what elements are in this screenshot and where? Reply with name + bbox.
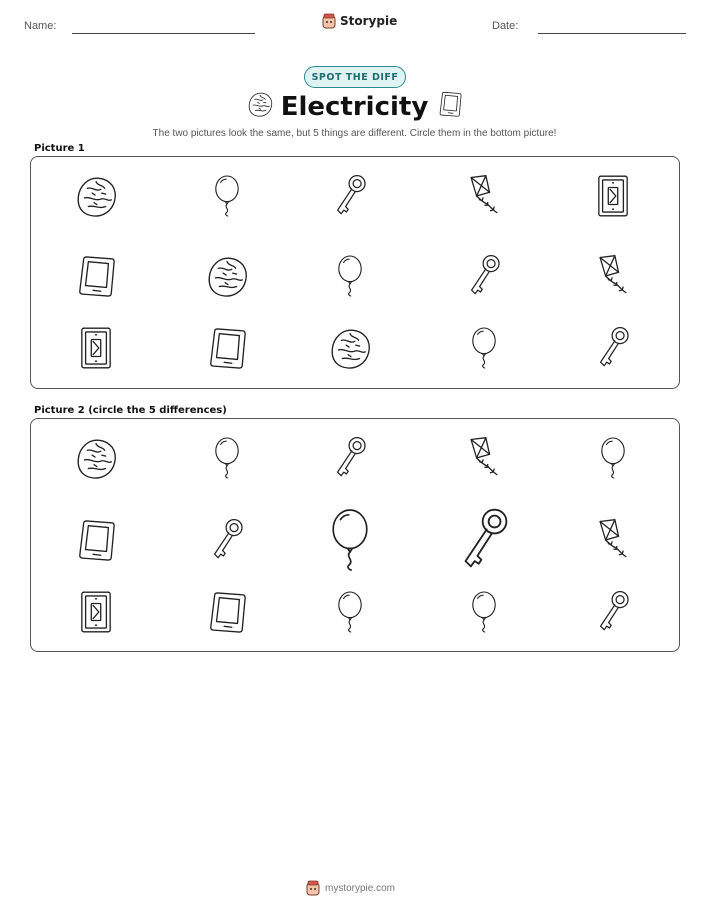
picture-2-label: Picture 2 (circle the 5 differences) — [34, 405, 227, 416]
tablet-icon — [75, 253, 117, 299]
kite-drawing — [463, 434, 505, 482]
rock-icon[interactable] — [73, 435, 119, 481]
tablet-drawing — [75, 517, 117, 563]
kite-icon[interactable] — [592, 516, 634, 564]
tablet-drawing — [75, 253, 117, 299]
tablet-icon — [436, 90, 464, 118]
picture-1-label: Picture 1 — [34, 143, 85, 154]
key-icon[interactable] — [330, 435, 370, 481]
kite-drawing — [592, 516, 634, 564]
brand-name: Storypie — [340, 14, 398, 28]
balloon-drawing — [468, 327, 500, 369]
balloon-drawing — [597, 437, 629, 479]
tablet-icon[interactable] — [206, 589, 248, 635]
light-switch-icon — [596, 173, 630, 219]
balloon-icon[interactable] — [211, 437, 243, 479]
key-icon[interactable] — [455, 503, 513, 577]
brand-logo — [322, 13, 397, 29]
kite-icon[interactable] — [463, 434, 505, 482]
storypie-mascot-icon — [306, 880, 320, 896]
balloon-icon[interactable] — [597, 437, 629, 479]
key-icon — [330, 173, 370, 219]
footer — [306, 880, 395, 896]
balloon-icon — [211, 175, 243, 217]
key-drawing — [330, 173, 370, 219]
light-switch-icon — [79, 325, 113, 371]
rock-drawing — [73, 435, 119, 481]
balloon-drawing — [326, 507, 374, 573]
spot-the-diff-badge: SPOT THE DIFF — [304, 66, 406, 88]
key-icon — [593, 325, 633, 371]
storypie-mascot-icon — [322, 13, 336, 29]
key-drawing — [455, 503, 513, 577]
kite-icon — [592, 252, 634, 300]
date-line[interactable] — [538, 33, 686, 34]
name-label: Name: — [24, 20, 57, 32]
page-title: Electricity — [280, 92, 429, 122]
name-line[interactable] — [72, 33, 255, 34]
tablet-drawing — [206, 325, 248, 371]
balloon-drawing — [468, 591, 500, 633]
light-switch-drawing — [79, 325, 113, 371]
balloon-drawing — [211, 437, 243, 479]
rock-icon — [73, 173, 119, 219]
rock-drawing — [327, 325, 373, 371]
rock-icon — [327, 325, 373, 371]
balloon-drawing — [334, 255, 366, 297]
key-drawing — [207, 517, 247, 563]
tablet-icon — [206, 325, 248, 371]
balloon-drawing — [211, 175, 243, 217]
kite-drawing — [463, 172, 505, 220]
rock-icon — [204, 253, 250, 299]
balloon-icon[interactable] — [334, 591, 366, 633]
key-drawing — [593, 589, 633, 635]
key-icon — [464, 253, 504, 299]
balloon-icon[interactable] — [468, 591, 500, 633]
light-switch-icon[interactable] — [79, 589, 113, 635]
key-drawing — [464, 253, 504, 299]
balloon-icon — [468, 327, 500, 369]
rock-drawing — [204, 253, 250, 299]
kite-icon — [463, 172, 505, 220]
kite-drawing — [592, 252, 634, 300]
balloon-icon — [334, 255, 366, 297]
balloon-drawing — [334, 591, 366, 633]
tablet-drawing — [206, 589, 248, 635]
tablet-icon[interactable] — [75, 517, 117, 563]
instructions: The two pictures look the same, but 5 things are different. Circle them in the bottom picture! — [152, 128, 557, 139]
key-icon[interactable] — [593, 589, 633, 635]
key-drawing — [330, 435, 370, 481]
rock-drawing — [73, 173, 119, 219]
footer-url[interactable]: mystorypie.com — [325, 882, 396, 894]
date-label: Date: — [492, 20, 519, 32]
light-switch-drawing — [79, 589, 113, 635]
title-tablet-icon — [436, 90, 464, 122]
key-icon[interactable] — [207, 517, 247, 563]
key-drawing — [593, 325, 633, 371]
light-switch-drawing — [596, 173, 630, 219]
balloon-icon[interactable] — [326, 507, 374, 573]
